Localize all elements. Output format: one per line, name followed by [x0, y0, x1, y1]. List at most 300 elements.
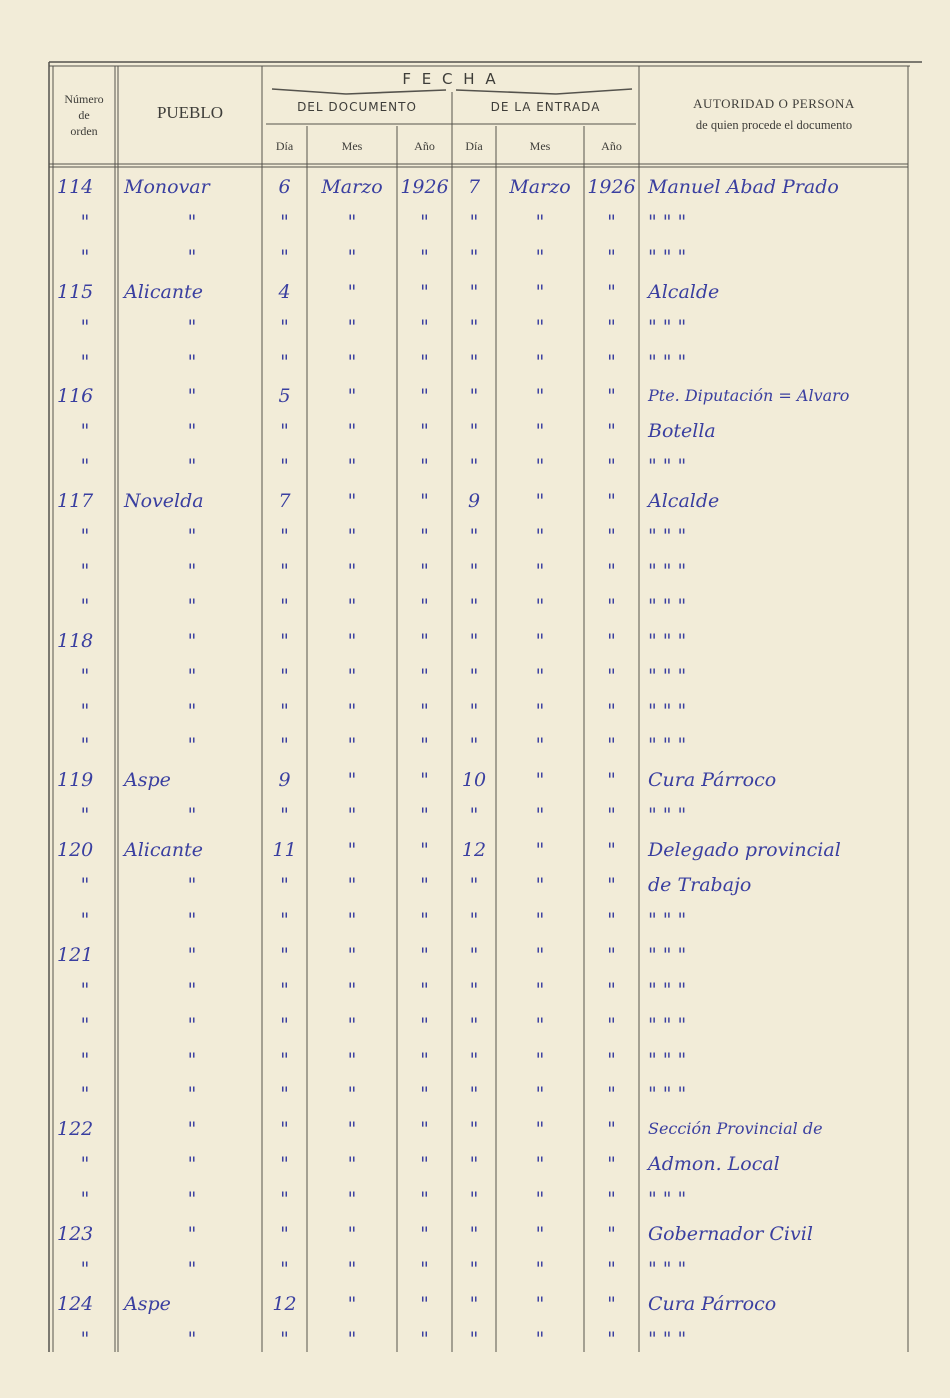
cell-d1: " [280, 908, 289, 931]
cell-pueblo: " [187, 1118, 197, 1141]
cell-m1: " [347, 315, 357, 338]
cell-d2: " [469, 943, 479, 966]
cell-pueblo: " [187, 908, 197, 931]
cell-a2: " [607, 908, 616, 931]
cell-a1: " [420, 1292, 429, 1315]
cell-aut: " " " [648, 629, 687, 652]
cell-d1: " [280, 874, 289, 896]
cell-d1: " [280, 699, 289, 722]
cell-a1: " [420, 280, 429, 303]
cell-d2: " [469, 385, 479, 408]
header-mes-entrada: Mes [529, 139, 551, 153]
cell-a1: " [420, 629, 429, 652]
cell-aut: Botella [648, 420, 716, 443]
cell-pueblo: " [187, 1327, 197, 1350]
cell-a2: " [607, 1188, 616, 1211]
cell-m1: " [347, 455, 357, 478]
cell-d1: " [280, 1048, 289, 1071]
cell-m2: " [535, 1223, 545, 1245]
cell-m2: " [535, 1118, 545, 1141]
cell-m2: " [535, 839, 545, 862]
cell-d2: 7 [467, 176, 481, 198]
cell-m1: " [347, 280, 357, 303]
cell-a1: " [420, 245, 429, 268]
cell-m1: " [347, 943, 357, 966]
header-ano-documento: Año [414, 139, 435, 153]
cell-d1: " [280, 594, 289, 617]
cell-d2: " [469, 664, 479, 687]
cell-num: 121 [57, 943, 94, 966]
cell-a1: " [420, 769, 429, 792]
cell-num: " [80, 734, 90, 757]
cell-m1: " [347, 664, 357, 687]
cell-a1: " [420, 804, 429, 827]
header-del-documento: DEL DOCUMENTO [297, 100, 417, 114]
cell-a1: " [420, 1188, 429, 1211]
cell-aut: " " " [648, 1188, 687, 1211]
cell-m1: " [347, 559, 357, 582]
cell-a2: " [607, 943, 616, 966]
cell-num: " [80, 245, 90, 268]
header-autoridad-line2: de quien procede el documento [695, 118, 853, 132]
cell-num: " [80, 1257, 90, 1280]
cell-pueblo: " [187, 455, 197, 478]
cell-a1: " [420, 1327, 429, 1350]
cell-m2: " [535, 280, 545, 303]
cell-pueblo: Aspe [124, 769, 171, 792]
cell-d1: " [280, 804, 289, 827]
cell-aut: Admon. Local [648, 1153, 780, 1176]
cell-aut: " " " [648, 734, 687, 757]
cell-d1: " [280, 245, 289, 268]
cell-m1: " [347, 1327, 357, 1350]
cell-m2: Marzo [509, 176, 571, 198]
cell-aut: " " " [648, 350, 687, 373]
cell-m2: " [535, 1083, 545, 1106]
cell-pueblo: " [187, 420, 197, 443]
cell-a2: " [607, 804, 616, 827]
cell-a2: " [607, 978, 616, 1001]
cell-num: 115 [57, 280, 94, 303]
cell-d1: " [280, 315, 289, 338]
cell-d2: " [469, 908, 479, 931]
cell-num: " [80, 594, 90, 617]
cell-num: " [80, 350, 90, 373]
cell-m2: " [535, 420, 545, 443]
cell-num: " [80, 210, 90, 233]
cell-d2: " [469, 804, 479, 827]
cell-aut: Cura Párroco [648, 769, 777, 792]
cell-m1: " [347, 245, 357, 268]
cell-pueblo: Aspe [124, 1292, 171, 1315]
cell-a2: " [607, 350, 616, 373]
cell-d2: " [469, 1013, 479, 1036]
cell-d2: 12 [461, 839, 487, 862]
cell-num: " [80, 664, 90, 687]
cell-a1: " [420, 594, 429, 617]
cell-d1: 7 [278, 490, 291, 513]
cell-a2: " [607, 385, 616, 408]
cell-d1: " [280, 978, 289, 1001]
cell-d1: " [280, 1188, 289, 1211]
cell-d1: " [280, 420, 289, 443]
cell-num: " [80, 699, 90, 722]
cell-a2: " [607, 1153, 616, 1176]
cell-a2: " [607, 1327, 616, 1350]
cell-m2: " [535, 490, 545, 513]
cell-m2: " [535, 874, 545, 896]
cell-a2: " [607, 734, 616, 757]
cell-a2: " [607, 1048, 616, 1071]
cell-d1: " [280, 525, 289, 547]
cell-m1: " [347, 210, 357, 233]
cell-pueblo: " [187, 1153, 197, 1176]
header-numero-de-orden-line3: orden [70, 124, 98, 138]
cell-m2: " [535, 315, 545, 338]
cell-a2: " [607, 1118, 616, 1141]
cell-a2: " [607, 594, 616, 617]
cell-aut: " " " [648, 908, 687, 931]
cell-num: " [80, 874, 90, 896]
cell-a1: " [420, 908, 429, 931]
cell-a2: " [607, 315, 616, 338]
cell-a1: " [420, 1083, 429, 1106]
cell-num: " [80, 804, 90, 827]
cell-aut: Cura Párroco [648, 1292, 777, 1315]
cell-a2: " [607, 1292, 616, 1315]
cell-pueblo: Monovar [124, 176, 210, 198]
cell-aut: " " " [648, 1048, 687, 1071]
cell-m2: " [535, 908, 545, 931]
cell-pueblo: " [187, 1223, 197, 1245]
cell-a1: " [420, 1048, 429, 1071]
cell-aut: " " " [648, 245, 687, 268]
cell-m1: " [347, 1223, 357, 1245]
cell-d2: " [469, 350, 479, 373]
cell-m1: " [347, 1153, 357, 1176]
cell-a1: " [420, 664, 429, 687]
cell-pueblo: " [187, 629, 197, 652]
cell-d1: " [280, 1083, 289, 1106]
cell-aut: Alcalde [648, 280, 720, 303]
cell-a2: " [607, 490, 616, 513]
cell-pueblo: " [187, 350, 197, 373]
cell-pueblo: " [187, 943, 197, 966]
cell-aut: " " " [648, 594, 687, 617]
cell-m1: " [347, 699, 357, 722]
cell-m2: " [535, 699, 545, 722]
cell-pueblo: " [187, 1048, 197, 1071]
cell-num: " [80, 978, 90, 1001]
cell-aut: Manuel Abad Prado [648, 176, 839, 198]
cell-aut: de Trabajo [648, 874, 752, 896]
cell-aut: " " " [648, 1327, 687, 1350]
cell-aut: Pte. Diputación = Alvaro [648, 386, 850, 406]
cell-num: " [80, 525, 90, 547]
cell-d1: " [280, 629, 289, 652]
cell-d2: " [469, 1223, 479, 1245]
cell-d1: 12 [272, 1292, 297, 1315]
cell-num: 120 [57, 839, 94, 862]
cell-a2: " [607, 455, 616, 478]
header-pueblo: PUEBLO [156, 103, 224, 122]
cell-num: 118 [57, 629, 94, 652]
cell-a2: " [607, 1083, 616, 1106]
cell-d1: " [280, 943, 289, 966]
cell-d1: " [280, 1223, 289, 1245]
cell-m1: " [347, 1013, 357, 1036]
cell-d1: " [280, 1153, 289, 1176]
cell-num: " [80, 315, 90, 338]
cell-aut: " " " [648, 699, 687, 722]
cell-m2: " [535, 455, 545, 478]
cell-d1: " [280, 1013, 289, 1036]
cell-m1: " [347, 594, 357, 617]
cell-m2: " [535, 1048, 545, 1071]
cell-d2: " [469, 978, 479, 1001]
cell-m2: " [535, 629, 545, 652]
cell-a1: " [420, 210, 429, 233]
cell-a2: 1926 [587, 176, 636, 198]
cell-pueblo: " [187, 385, 197, 408]
cell-m2: " [535, 210, 545, 233]
cell-num: 124 [57, 1292, 94, 1315]
cell-num: " [80, 455, 90, 478]
cell-a1: " [420, 490, 429, 513]
cell-aut: " " " [648, 664, 687, 687]
cell-m1: " [347, 804, 357, 827]
cell-m1: " [347, 420, 357, 443]
cell-num: " [80, 559, 90, 582]
cell-m1: " [347, 839, 357, 862]
cell-pueblo: " [187, 1257, 197, 1280]
cell-d1: " [280, 734, 289, 757]
cell-d1: " [280, 664, 289, 687]
cell-m1: " [347, 490, 357, 513]
cell-m2: " [535, 734, 545, 757]
cell-aut: " " " [648, 559, 687, 582]
header-numero-de-orden-line2: de [78, 108, 90, 122]
cell-a1: " [420, 1013, 429, 1036]
cell-d2: " [469, 559, 479, 582]
cell-d2: " [469, 245, 479, 268]
cell-d2: " [469, 1188, 479, 1211]
cell-aut: " " " [648, 525, 687, 547]
cell-aut: Alcalde [648, 490, 720, 513]
cell-a1: " [420, 350, 429, 373]
cell-a2: " [607, 559, 616, 582]
cell-d2: " [469, 1153, 479, 1176]
cell-d2: " [469, 280, 479, 303]
cell-m2: " [535, 245, 545, 268]
cell-pueblo: Novelda [124, 490, 204, 513]
cell-m2: " [535, 1013, 545, 1036]
cell-d1: " [280, 350, 289, 373]
cell-d1: 11 [272, 839, 297, 862]
cell-m1: " [347, 1048, 357, 1071]
header-dia-entrada: Día [465, 139, 483, 153]
header-de-la-entrada: DE LA ENTRADA [490, 100, 601, 114]
cell-a1: " [420, 1257, 429, 1280]
cell-pueblo: " [187, 978, 197, 1001]
cell-d1: " [280, 1327, 289, 1350]
cell-d2: " [469, 594, 479, 617]
cell-m1: " [347, 385, 357, 408]
cell-pueblo: Alicante [124, 280, 203, 303]
cell-m2: " [535, 1257, 545, 1280]
cell-m1: " [347, 1118, 357, 1141]
cell-d2: " [469, 315, 479, 338]
cell-a2: " [607, 839, 616, 862]
cell-a1: " [420, 559, 429, 582]
cell-aut: Delegado provincial [648, 839, 841, 862]
cell-a2: " [607, 525, 616, 547]
header-mes-documento: Mes [341, 139, 363, 153]
cell-a1: " [420, 1153, 429, 1176]
cell-num: " [80, 908, 90, 931]
cell-d2: " [469, 699, 479, 722]
cell-m2: " [535, 1292, 545, 1315]
cell-m1: Marzo [321, 176, 383, 198]
cell-num: 122 [57, 1118, 94, 1141]
cell-aut: " " " [648, 455, 687, 478]
cell-a1: " [420, 420, 429, 443]
cell-pueblo: " [187, 1188, 197, 1211]
cell-pueblo: " [187, 1083, 197, 1106]
cell-m1: " [347, 1083, 357, 1106]
cell-num: 116 [57, 385, 94, 408]
cell-a1: " [420, 943, 429, 966]
cell-aut: " " " [648, 1083, 687, 1106]
cell-m1: " [347, 1257, 357, 1280]
header-dia-documento: Día [275, 139, 294, 153]
cell-m2: " [535, 350, 545, 373]
cell-a1: " [420, 699, 429, 722]
cell-a2: " [607, 1223, 616, 1245]
cell-pueblo: " [187, 874, 197, 896]
cell-d1: 4 [278, 280, 291, 303]
cell-num: " [80, 1188, 90, 1211]
cell-m1: " [347, 525, 357, 547]
cell-d2: " [469, 1048, 479, 1071]
cell-a2: " [607, 769, 616, 792]
cell-m1: " [347, 978, 357, 1001]
cell-d2: 9 [467, 490, 481, 513]
cell-d2: " [469, 1292, 479, 1315]
cell-d2: " [469, 734, 479, 757]
cell-pueblo: " [187, 315, 197, 338]
header-fecha: F E C H A [402, 70, 499, 88]
cell-m2: " [535, 1153, 545, 1176]
cell-a1: " [420, 839, 429, 862]
cell-m1: " [347, 734, 357, 757]
cell-d2: " [469, 1083, 479, 1106]
cell-d2: " [469, 210, 479, 233]
cell-d1: 5 [278, 385, 291, 408]
cell-m1: " [347, 629, 357, 652]
cell-aut: Sección Provincial de [648, 1119, 823, 1139]
cell-m2: " [535, 559, 545, 582]
cell-d1: " [280, 210, 289, 233]
cell-m2: " [535, 664, 545, 687]
cell-a1: " [420, 1118, 429, 1141]
cell-m1: " [347, 1188, 357, 1211]
cell-num: " [80, 420, 90, 443]
cell-num: 114 [57, 176, 94, 198]
cell-m2: " [535, 769, 545, 792]
cell-a2: " [607, 664, 616, 687]
cell-a1: " [420, 315, 429, 338]
cell-d2: " [469, 874, 479, 896]
cell-pueblo: " [187, 734, 197, 757]
cell-pueblo: " [187, 1013, 197, 1036]
cell-m2: " [535, 1188, 545, 1211]
cell-d2: " [469, 1327, 479, 1350]
cell-num: 119 [57, 769, 94, 792]
cell-aut: " " " [648, 978, 687, 1001]
cell-m1: " [347, 769, 357, 792]
cell-d2: " [469, 629, 479, 652]
cell-d2: " [469, 455, 479, 478]
cell-m2: " [535, 804, 545, 827]
cell-a2: " [607, 210, 616, 233]
cell-a2: " [607, 629, 616, 652]
cell-a2: " [607, 420, 616, 443]
header-numero-de-orden-line1: Número [64, 92, 104, 106]
cell-m1: " [347, 350, 357, 373]
cell-m2: " [535, 943, 545, 966]
cell-a2: " [607, 1013, 616, 1036]
cell-pueblo: " [187, 699, 197, 722]
cell-d1: " [280, 1257, 289, 1280]
cell-aut: " " " [648, 804, 687, 827]
cell-d1: " [280, 455, 289, 478]
cell-aut: " " " [648, 1013, 687, 1036]
cell-pueblo: Alicante [124, 839, 203, 862]
cell-d2: 10 [461, 769, 487, 792]
cell-pueblo: " [187, 664, 197, 687]
cell-m1: " [347, 1292, 357, 1315]
cell-num: 117 [57, 490, 94, 513]
cell-a1: " [420, 978, 429, 1001]
cell-m1: " [347, 874, 357, 896]
cell-aut: " " " [648, 1257, 687, 1280]
cell-a1: 1926 [400, 176, 449, 198]
cell-d1: 9 [278, 769, 291, 792]
cell-num: " [80, 1327, 90, 1350]
cell-pueblo: " [187, 245, 197, 268]
cell-pueblo: " [187, 594, 197, 617]
cell-d2: " [469, 420, 479, 443]
cell-d2: " [469, 1257, 479, 1280]
cell-num: " [80, 1048, 90, 1071]
cell-a1: " [420, 874, 429, 896]
cell-m2: " [535, 1327, 545, 1350]
cell-a2: " [607, 1257, 616, 1280]
cell-aut: " " " [648, 210, 687, 233]
header-autoridad-line1: AUTORIDAD O PERSONA [693, 96, 855, 111]
cell-a1: " [420, 734, 429, 757]
cell-a1: " [420, 385, 429, 408]
cell-num: " [80, 1153, 90, 1176]
cell-aut: Gobernador Civil [648, 1223, 813, 1245]
cell-d2: " [469, 1118, 479, 1141]
cell-m1: " [347, 908, 357, 931]
cell-num: 123 [57, 1223, 94, 1245]
cell-a2: " [607, 699, 616, 722]
cell-a1: " [420, 455, 429, 478]
cell-num: " [80, 1013, 90, 1036]
